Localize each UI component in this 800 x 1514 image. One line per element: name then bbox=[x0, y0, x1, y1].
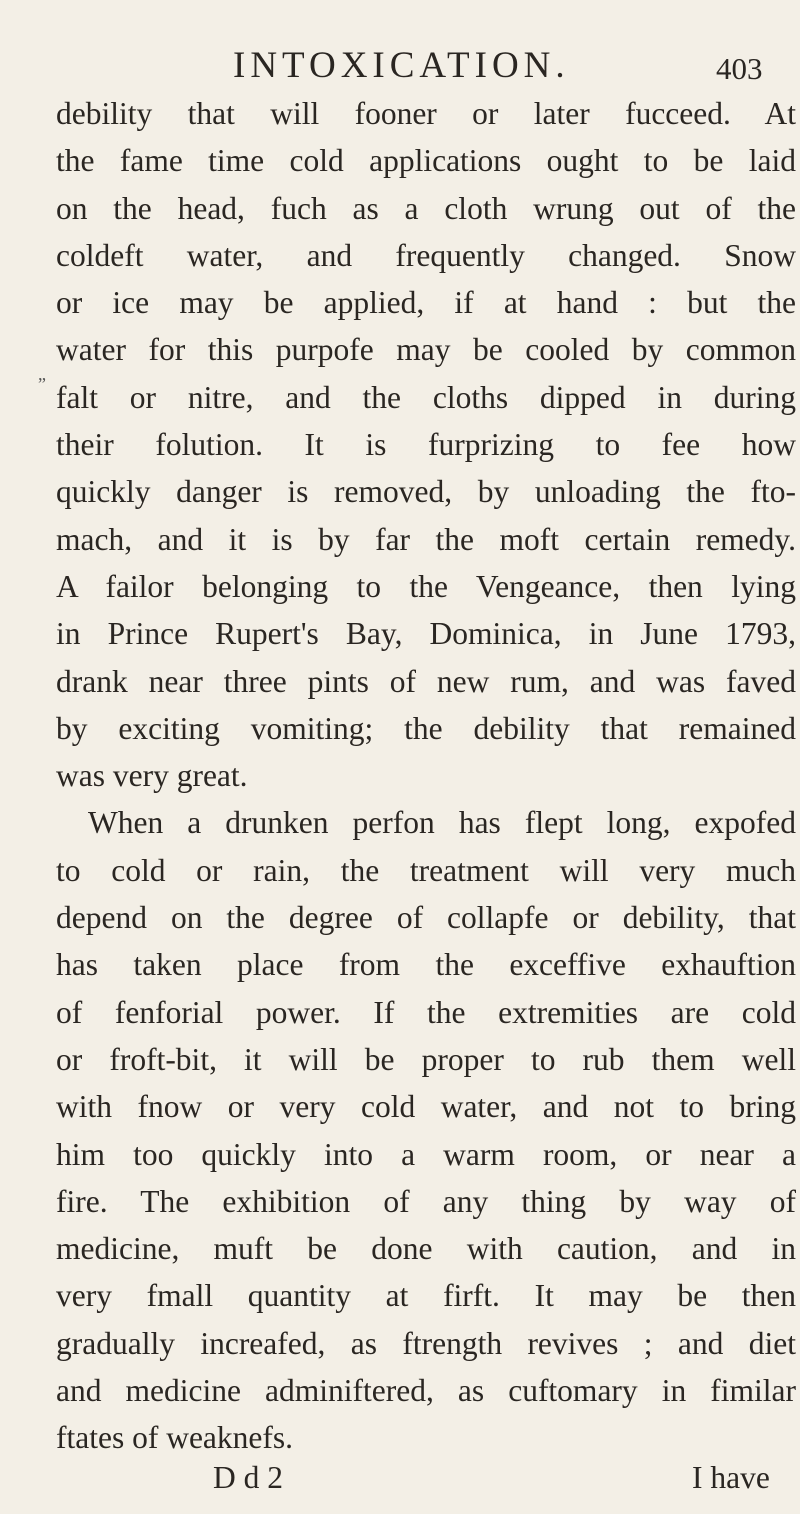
text-line: or ice may be applied, if at hand : but the bbox=[56, 285, 796, 321]
text-line: on the head, fuch as a cloth wrung out of the bbox=[56, 190, 796, 226]
text-line: depend on the degree of collapfe or debility, that bbox=[56, 900, 796, 936]
text-line: with fnow or very cold water, and not to bring bbox=[56, 1089, 796, 1125]
text-line: fire. The exhibition of any thing by way of bbox=[56, 1183, 796, 1219]
signature-mark: D d 2 bbox=[213, 1460, 283, 1495]
text-line: has taken place from the exceffive exhauftion bbox=[56, 947, 796, 983]
text-line: water for this purpofe may be cooled by common bbox=[56, 332, 796, 368]
text-line: very fmall quantity at firft. It may be then bbox=[56, 1278, 796, 1314]
text-line: ftates of weaknefs. bbox=[56, 1420, 294, 1456]
text-line: him too quickly into a warm room, or near a bbox=[56, 1136, 796, 1172]
text-line: When a drunken perfon has flept long, expofed bbox=[88, 805, 796, 841]
running-title: INTOXICATION. bbox=[233, 45, 570, 86]
margin-mark: „ bbox=[38, 364, 46, 384]
text-line: quickly danger is removed, by unloading the fto- bbox=[56, 474, 796, 510]
text-line: coldeft water, and frequently changed. Snow bbox=[56, 237, 796, 273]
text-line: falt or nitre, and the cloths dipped in during bbox=[56, 379, 796, 415]
body-text bbox=[56, 90, 796, 1462]
text-line: medicine, muft be done with caution, and in bbox=[56, 1231, 796, 1267]
text-line: was very great. bbox=[56, 758, 248, 794]
text-line: A failor belonging to the Vengeance, then lying bbox=[56, 568, 796, 604]
text-line: in Prince Rupert's Bay, Dominica, in June 1793, bbox=[56, 616, 796, 652]
text-line: the fame time cold applications ought to be laid bbox=[56, 143, 796, 179]
page-footer bbox=[0, 1456, 800, 1500]
text-line: mach, and it is by far the moft certain remedy. bbox=[56, 521, 796, 557]
text-line: or froft-bit, it will be proper to rub them well bbox=[56, 1041, 796, 1077]
text-line: by exciting vomiting; the debility that remained bbox=[56, 710, 796, 746]
text-line: their folution. It is furprizing to fee how bbox=[56, 427, 796, 463]
catchword: I have bbox=[692, 1460, 770, 1495]
text-line: gradually increafed, as ftrength revives ; and diet bbox=[56, 1325, 796, 1361]
page-number: 403 bbox=[716, 51, 763, 86]
text-line: to cold or rain, the treatment will very much bbox=[56, 852, 796, 888]
text-line: drank near three pints of new rum, and was faved bbox=[56, 663, 796, 699]
text-line: and medicine adminiftered, as cuftomary in fimilar bbox=[56, 1373, 796, 1409]
page-header bbox=[0, 46, 800, 86]
text-line: of fenforial power. If the extremities are cold bbox=[56, 994, 796, 1030]
text-line: debility that will fooner or later fucceed. At bbox=[56, 96, 796, 131]
